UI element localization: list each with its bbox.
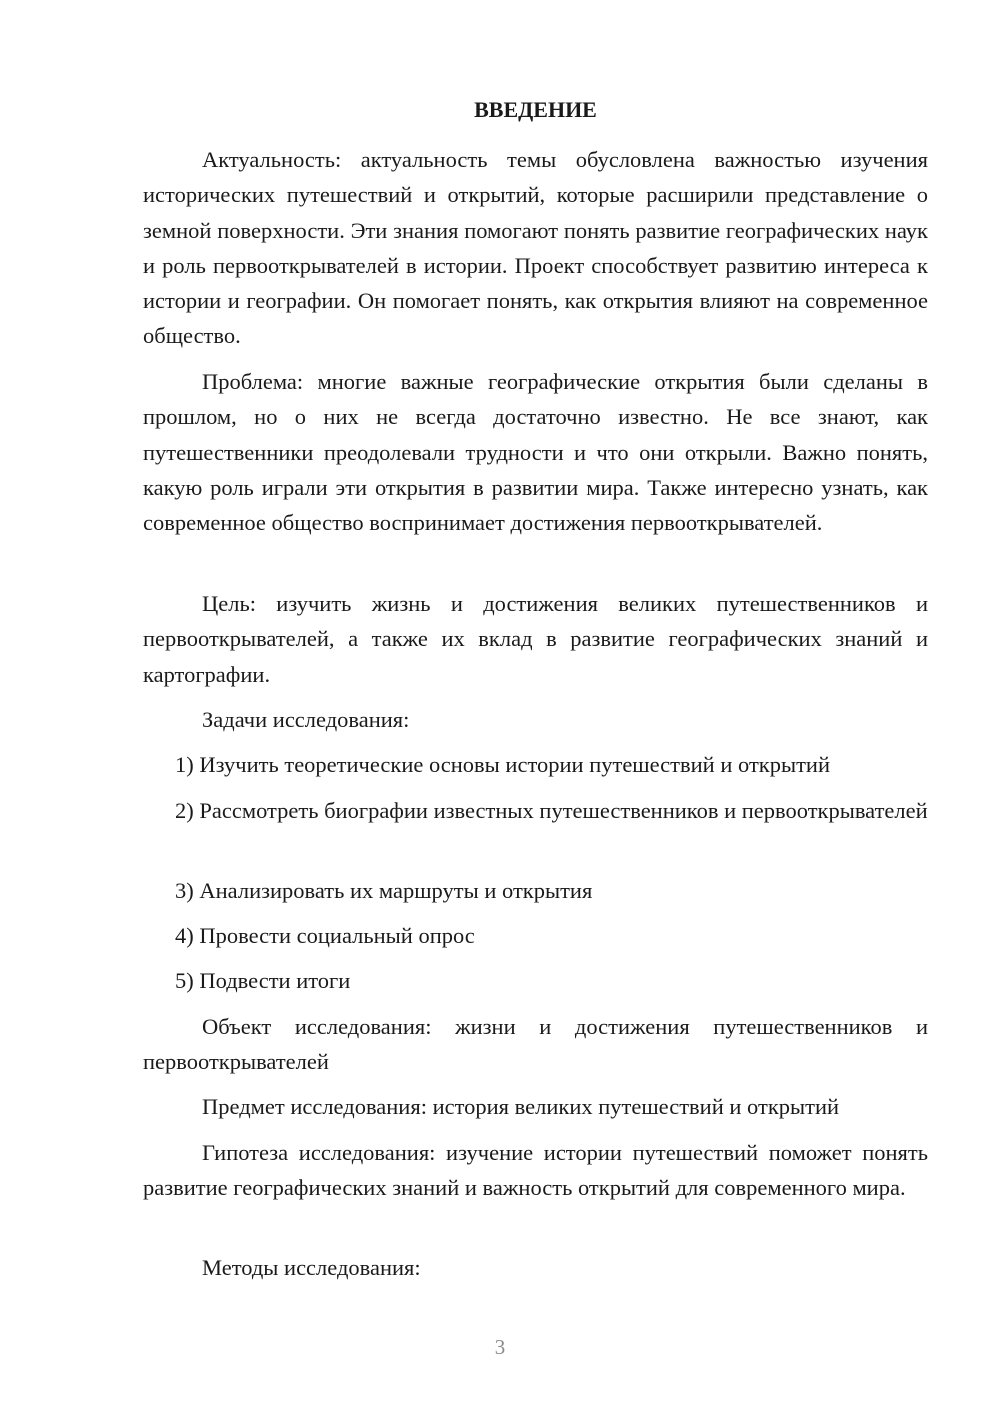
tasks-heading: Задачи исследования: [202,707,410,732]
methods-heading: Методы исследования: [202,1255,421,1280]
task-item-2: 2) Рассмотреть биографии известных путешественников и первооткрывателей [175,798,928,823]
task-item-1: 1) Изучить теоретические основы истории путешествий и открытий [175,752,830,777]
subject-paragraph: Предмет исследования: история великих путешествий и открытий [202,1094,840,1119]
task-item-5: 5) Подвести итоги [175,968,351,993]
object-paragraph: Объект исследования: жизни и достижения путешественников и первооткрывателей [143,1014,928,1075]
task-item-3: 3) Анализировать их маршруты и открытия [175,878,593,903]
task-item-4: 4) Провести социальный опрос [175,923,475,948]
goal-paragraph: Цель: изучить жизнь и достижения великих путешественников и первооткрывателей, а также их вклад в развитие географических знаний и картографии. [143,591,928,687]
page-number: 3 [494,1335,506,1359]
hypothesis-paragraph: Гипотеза исследования: изучение истории путешествий поможет понять развитие географических знаний и важность открытий для современного мира. [143,1140,928,1201]
page-title: ВВЕДЕНИЕ [474,97,597,122]
problem-paragraph: Проблема: многие важные географические открытия были сделаны в прошлом, но о них не всегда достаточно известно. Не все знают, как путешественники преодолевали трудности и что они открыли. Важно понять, какую роль играли эти открытия в развитии мира. Также интересно узнать, как современное общество воспринимает достижения первооткрывателей. [143,369,928,536]
relevance-paragraph: Актуальность: актуальность темы обусловлена важностью изучения исторических путешествий и открытий, которые расширили представление о земной поверхности. Эти знания помогают понять развитие географических наук и роль первооткрывателей в истории. Проект способствует развитию интереса к истории и географии. Он помогает понять, как открытия влияют на современное общество. [143,147,928,349]
